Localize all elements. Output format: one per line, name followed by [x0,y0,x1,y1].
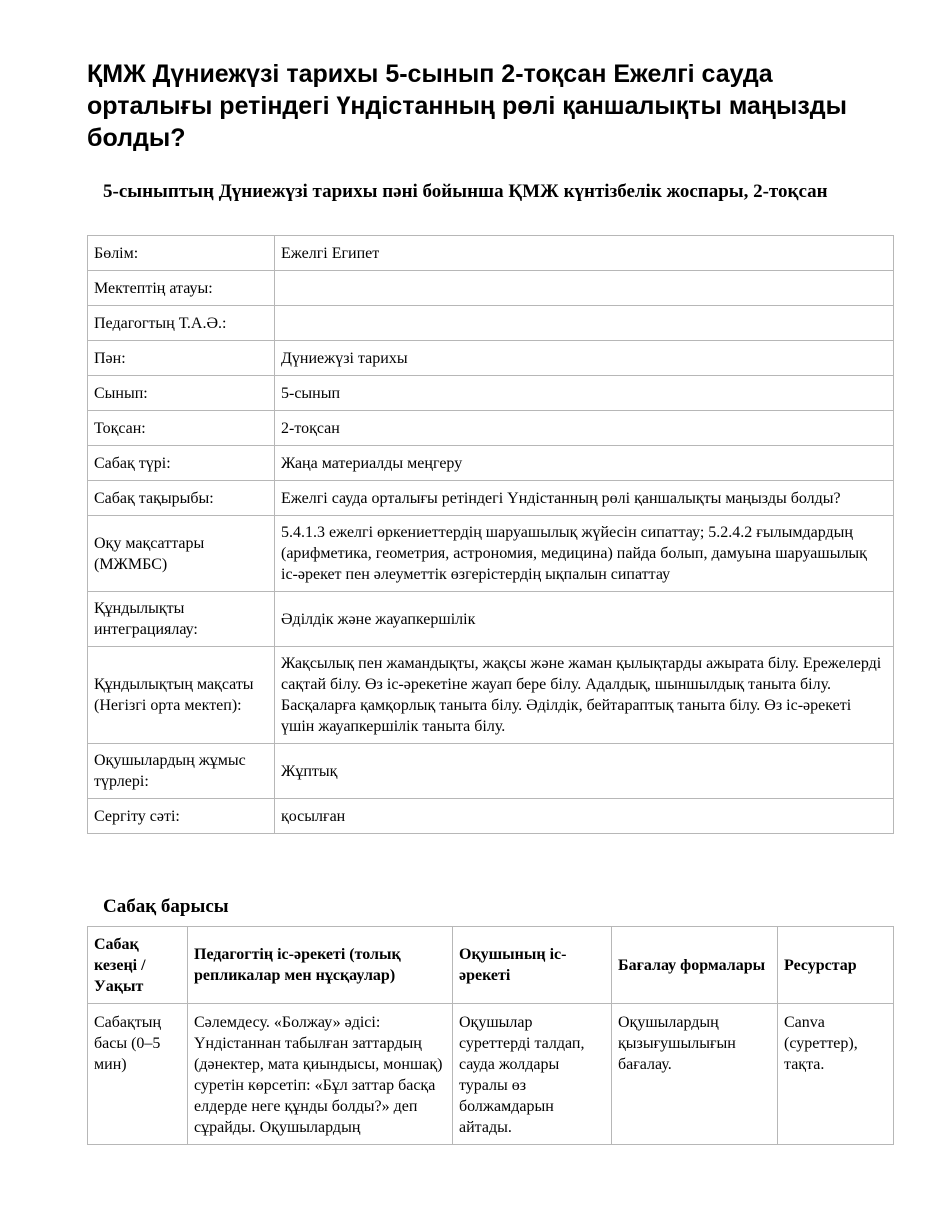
table-row [88,446,894,481]
lesson-progress-heading: Сабақ барысы [103,896,229,917]
info-label: Педагогтың Т.А.Ә.: [88,306,275,341]
info-value: Жұптық [275,744,894,799]
info-value: Жаңа материалды меңгеру [275,446,894,481]
table-row [88,799,894,834]
column-header-assessment: Бағалау формалары [612,927,778,1004]
table-row [88,744,894,799]
cell-student-activity: Оқушылар суреттерді талдап, сауда жолдары туралы өз болжамдарын айтады. [453,1004,612,1145]
info-value: Жақсылық пен жамандықты, жақсы және жаман қылықтарды ажырата білу. Ережелерді сақтай білу. Өз іс-әрекетіне жауап бере білу. Адалдық, шыншылдық таныта білу. Басқаларға қамқорлық таныта білу. Әділдік, бейтараптық таныта білу. Өз іс-әрекеті үшін жауапкершілік таныта білу. [275,647,894,744]
info-value: 2-тоқсан [275,411,894,446]
cell-resources: Canva (суреттер), тақта. [778,1004,894,1145]
info-label: Тоқсан: [88,411,275,446]
info-value: Ежелгі сауда орталығы ретіндегі Үндістанның рөлі қаншалықты маңызды болды? [275,481,894,516]
info-value: 5-сынып [275,376,894,411]
table-row [88,376,894,411]
table-row [88,271,894,306]
info-label: Мектептің атауы: [88,271,275,306]
info-value: Дүниежүзі тарихы [275,341,894,376]
table-row [88,516,894,592]
info-label: Сынып: [88,376,275,411]
info-value: қосылған [275,799,894,834]
column-header-stage: Сабақ кезеңі / Уақыт [88,927,188,1004]
table-row [88,411,894,446]
cell-assessment: Оқушылардың қызығушылығын бағалау. [612,1004,778,1145]
info-value [275,271,894,306]
info-label: Оқу мақсаттары (МЖМБС) [88,516,275,592]
column-header-teacher: Педагогтің іс-әрекеті (толық репликалар мен нұсқаулар) [188,927,453,1004]
table-row [88,236,894,271]
table-row [88,341,894,376]
table-row [88,592,894,647]
table-row [88,481,894,516]
cell-teacher-activity: Сәлемдесу. «Болжау» әдісі: Үндістаннан табылған заттардың (дәнектер, мата қиындысы, моншақ) суретін көрсетіп: «Бұл заттар басқа елдерде неге құнды болды?» деп сұрайды. Оқушылардың [188,1004,453,1145]
document-title: ҚМЖ Дүниежүзі тарихы 5-сынып 2-тоқсан Ежелгі сауда орталығы ретіндегі Үндістанның рөлі қаншалықты маңызды болды? [87,60,847,152]
lesson-info-table [87,235,894,834]
info-value [275,306,894,341]
info-label: Оқушылардың жұмыс түрлері: [88,744,275,799]
info-value: 5.4.1.3 ежелгі өркениеттердің шаруашылық жүйесін сипаттау; 5.2.4.2 ғылымдардың (арифметика, геометрия, астрономия, медицина) пайда болып, дамуына шаруашылық іс-әрекет пен әлеуметтік өзгерістердің ықпалын сипаттау [275,516,894,592]
info-label: Сабақ тақырыбы: [88,481,275,516]
table-row [88,647,894,744]
info-label: Сергіту сәті: [88,799,275,834]
info-value: Әділдік және жауапкершілік [275,592,894,647]
table-header-row [88,927,894,1004]
info-label: Пән: [88,341,275,376]
info-label: Сабақ түрі: [88,446,275,481]
info-label: Бөлім: [88,236,275,271]
cell-stage: Сабақтың басы (0–5 мин) [88,1004,188,1145]
column-header-student: Оқушының іс-әрекеті [453,927,612,1004]
info-label: Құндылықты интеграциялау: [88,592,275,647]
table-row [88,306,894,341]
info-value: Ежелгі Египет [275,236,894,271]
info-label: Құндылықтың мақсаты (Негізгі орта мектеп): [88,647,275,744]
table-row [88,1004,894,1145]
lesson-progress-table [87,926,894,1145]
column-header-resources: Ресурстар [778,927,894,1004]
plan-heading: 5-сыныптың Дүниежүзі тарихы пәні бойынша ҚМЖ күнтізбелік жоспары, 2-тоқсан [103,181,828,202]
